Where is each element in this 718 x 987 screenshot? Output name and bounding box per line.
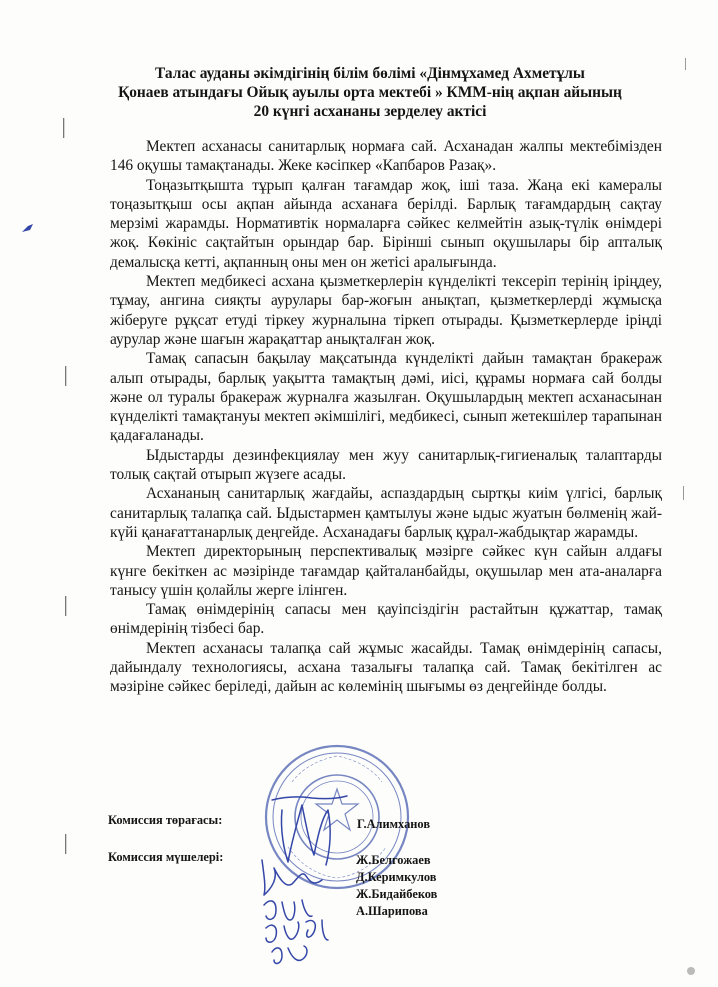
paragraph: Мектеп асханасы санитарлық нормаға сай. Асханадан жалпы мектебімізден 146 оқушы тамақтанады. Жеке кәсіпкер «Капбаров Разақ». bbox=[110, 138, 662, 175]
title-line-3: 20 күнгі асхананы зерделеу актісі bbox=[253, 103, 487, 120]
scan-mark-icon bbox=[64, 366, 68, 386]
title-line-1: Талас ауданы әкімдігінің білім бөлімі «Дінмұхамед Ахметұлы bbox=[155, 65, 585, 82]
scan-mark-icon bbox=[682, 486, 686, 500]
paragraph: Мектеп асханасы талапқа сай жұмыс жасайды. Тамақ өнімдерінің сапасы, дайындалу технологиясы, асхана тазалығы талапқа сай. Тамақ бекітілген ас мәзіріне сәйкес беріледі, дайын ас көлемінің шығымы өз деңгейінде болды. bbox=[110, 639, 662, 696]
member-name: А.Шарипова bbox=[356, 904, 428, 918]
handwritten-signature-icon bbox=[252, 770, 372, 970]
member-name: Ж.Бидайбеков bbox=[356, 887, 438, 901]
member-name: Ж.Белгожаев bbox=[356, 853, 431, 867]
paragraph: Тоңазытқышта тұрып қалған тағамдар жоқ, іші таза. Жаңа екі камералы тоңазытқыш осы ақпан айында асханаға берілді. Барлық тағамдардың сақтау мерзімі жарамды. Нормативтік нормаларға сәйкес келмейтін азық-түлік өнімдері жоқ. Көкініс сақтайтын орындар бар. Бірінші сынып оқушылары бір апталық демалысқа кетті, ақпанның оны мен он жетісі аралығында. bbox=[110, 176, 662, 271]
paragraph: Мектеп директорының перспективалық мәзірге сәйкес күн сайын алдағы күнге бекіткен ас мәзірінде тағамдар қайталанбайды, оқушылар мен ата-аналарға танысу үшін қолайлы жерге ілінген. bbox=[110, 543, 662, 599]
scan-mark-icon bbox=[684, 58, 688, 70]
paragraph: Тамақ сапасын бақылау мақсатында күнделікті дайын тамақтан бракераж алып отырады, барлық уақытта тамақтың дәмі, иісі, құрамы нормаға сай болды және ол туралы бракераж журналға жазылған. Оқушылардың мектеп асханасынан күнделікті тамақтануы мектеп әкімшілігі, медбикесі, сынып жетекшілер тарапынан қадағаланады. bbox=[110, 350, 662, 445]
scan-mark-icon bbox=[62, 118, 66, 138]
paragraph: Тамақ өнімдерінің сапасы мен қауіпсіздігін растайтын құжаттар, тамақ өнімдерінің тізбесі бар. bbox=[110, 601, 662, 638]
paragraph: Асхананың санитарлық жағдайы, аспаздардың сыртқы киім үлгісі, барлық санитарлық талапқа сай. Ыдыстармен қамтылуы және ыдыс жуатын бөлменің жай-күйі қанағаттанарлық деңгейде. Асханадағы барлық құрал-жабдықтар жарамды. bbox=[110, 485, 662, 541]
scan-mark-icon bbox=[64, 834, 68, 854]
scan-mark-icon bbox=[684, 964, 698, 978]
chair-label: Комиссия төрағасы: bbox=[108, 813, 223, 827]
document-title bbox=[90, 64, 650, 121]
members-label: Комиссия мүшелері: bbox=[108, 850, 224, 864]
ink-blot-icon bbox=[20, 222, 36, 236]
member-name: Д.Керимкулов bbox=[356, 870, 437, 884]
scan-mark-icon bbox=[64, 596, 68, 616]
title-line-2: Қонаев атындағы Ойық ауылы орта мектебі » КММ-нің ақпан айының bbox=[118, 84, 622, 101]
paragraph: Ыдыстарды дезинфекциялау мен жуу санитарлық-гигиеналық талаптарды толық сақтай отырып жүзеге асады. bbox=[110, 446, 662, 484]
paragraph: Мектеп медбикесі асхана қызметкерлерін күнделікті тексеріп терінің іріңдеу, тұмау, ангина сияқты аурулары бар-жоғын анықтап, қызметкерлерді жұмысқа жіберуге рұқсат етуді тіркеу журналына тіркеп отырады. Қызметкерлерде іріңді аурулар және шағын жарақаттар анықталған жоқ. bbox=[110, 273, 662, 348]
chair-name: Г.Алимханов bbox=[357, 817, 431, 831]
document-body bbox=[110, 137, 662, 697]
